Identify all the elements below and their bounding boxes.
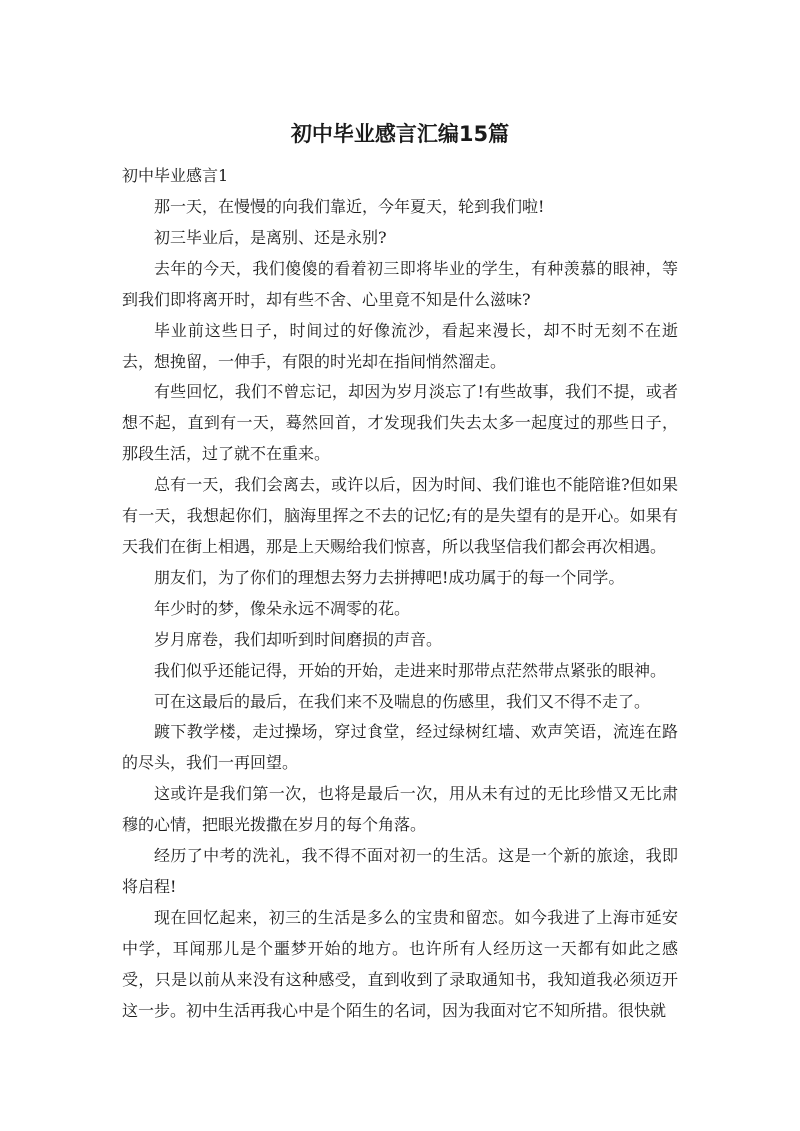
paragraph-12: 踱下教学楼，走过操场，穿过食堂，经过绿树红墙、欢声笑语，流连在路的尽头，我们一再回望。 [122, 722, 678, 773]
paragraph-14: 经历了中考的洗礼，我不得不面对初一的生活。这是一个新的旅途，我即将启程! [122, 846, 678, 896]
section-subtitle: 初中毕业感言1 [122, 166, 229, 185]
paragraph-13: 这或许是我们第一次，也将是最后一次，用从未有过的无比珍惜又无比肃穆的心情，把眼光拨撒在岁月的每个角落。 [122, 784, 678, 835]
paragraph-3: 去年的今天，我们傻傻的看着初三即将毕业的学生，有种羡慕的眼神，等到我们即将离开时，却有些不舍、心里竟不知是什么滋味? [122, 258, 678, 309]
paragraph-4: 毕业前这些日子，时间过的好像流沙，看起来漫长，却不时无刻不在逝去，想挽留，一伸手，有限的时光却在指间悄然溜走。 [122, 320, 678, 371]
paragraph-1: 那一天，在慢慢的向我们靠近，今年夏天，轮到我们啦! [154, 197, 545, 216]
paragraph-15: 现在回忆起来，初三的生活是多么的宝贵和留恋。如今我进了上海市延安中学，耳闻那儿是个噩梦开始的地方。也许所有人经历这一天都有如此之感受，只是以前从来没有这种感受，直到收到了录取通知书，我知道我必须迈开这一步。初中生活再我心中是个陌生的名词，因为我面对它不知所措。很快就 [122, 907, 678, 1020]
paragraph-8: 年少时的梦，像朵永远不凋零的花。 [154, 598, 411, 618]
paragraph-10: 我们似乎还能记得，开始的开始，走进来时那带点茫然带点紧张的眼神。 [154, 660, 667, 680]
paragraph-2: 初三毕业后，是离别、还是永别? [154, 227, 387, 247]
document-title: 初中毕业感言汇编15篇 [290, 122, 510, 146]
paragraph-9: 岁月席卷，我们却听到时间磨损的声音。 [154, 629, 443, 649]
paragraph-11: 可在这最后的最后，在我们来不及喘息的伤感里，我们又不得不走了。 [154, 691, 651, 711]
paragraph-7: 朋友们，为了你们的理想去努力去拼搏吧!成功属于的每一个同学。 [154, 567, 625, 587]
paragraph-6: 总有一天，我们会离去，或许以后，因为时间、我们谁也不能陪谁?但如果有一天，我想起你们，脑海里挥之不去的记忆;有的是失望有的是开心。如果有天我们在街上相遇，那是上天赐给我们惊喜，所以我坚信我们都会再次相遇。 [122, 475, 678, 556]
body-text [122, 192, 678, 1026]
paragraph-5: 有些回忆，我们不曾忘记，却因为岁月淡忘了!有些故事，我们不提，或者想不起，直到有一天，蓦然回首，才发现我们失去太多一起度过的那些日子，那段生活，过了就不在重来。 [122, 382, 678, 464]
